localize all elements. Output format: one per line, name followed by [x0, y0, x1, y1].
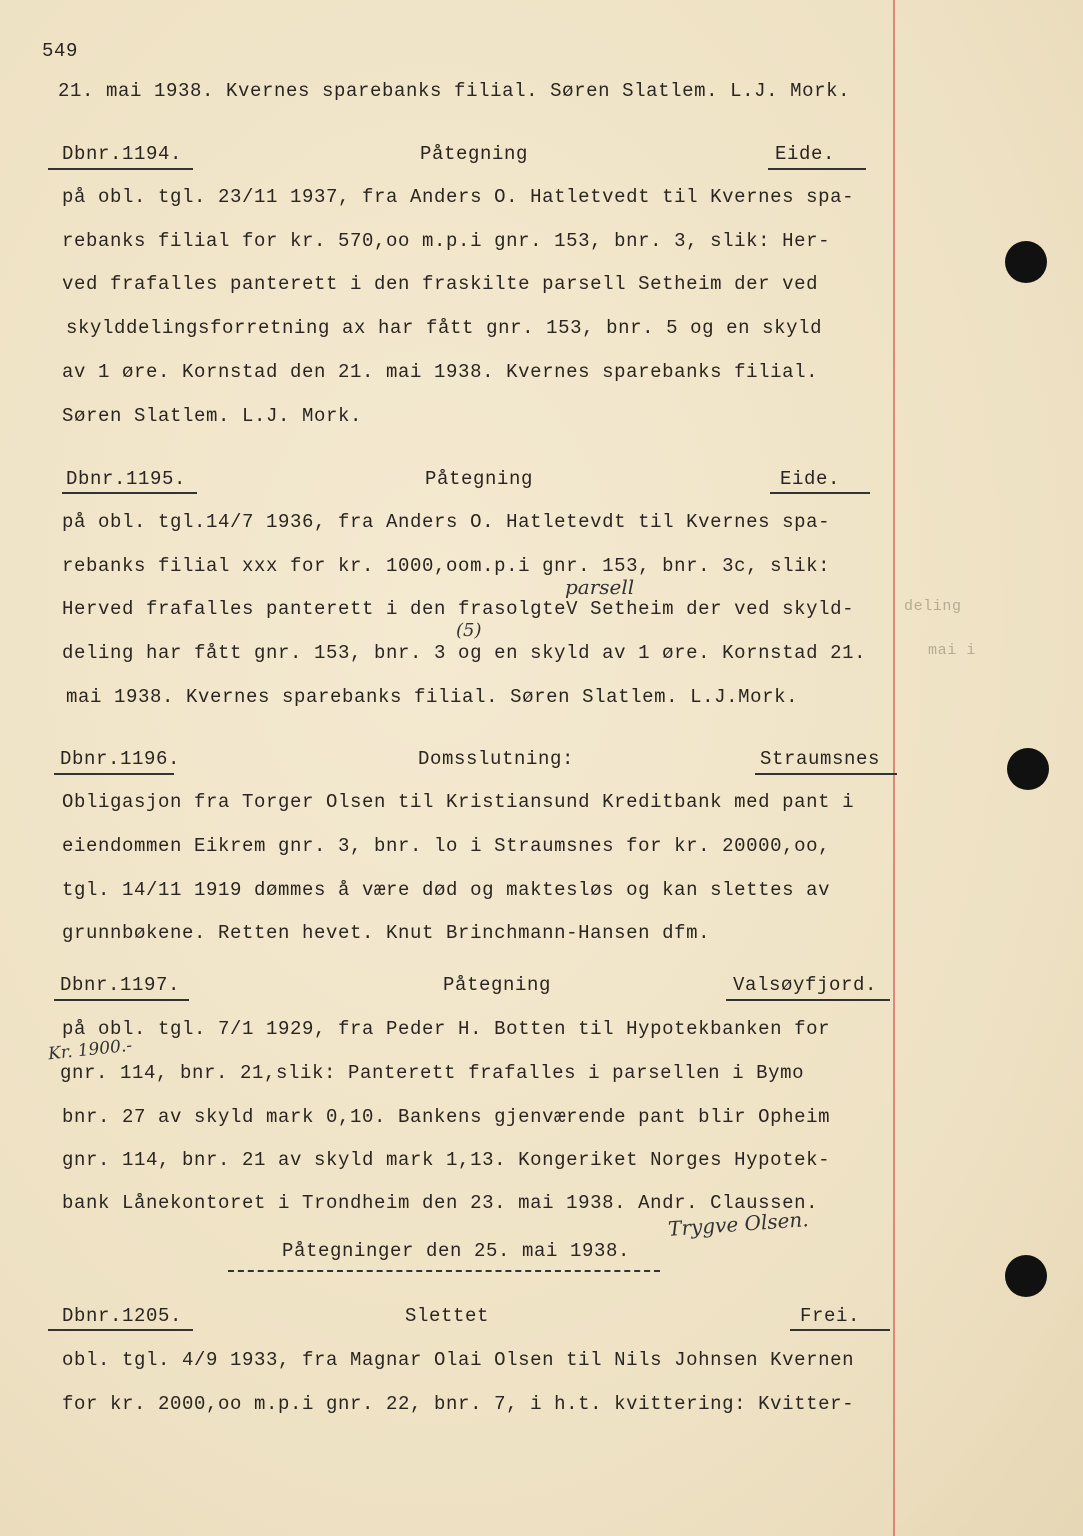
- entry-place: Eide.: [780, 468, 841, 490]
- handwritten-signature: Trygve Olsen.: [667, 1207, 810, 1241]
- entry-text-line: på obl. tgl. 23/11 1937, fra Anders O. Hatletvedt til Kvernes spa-: [62, 186, 855, 208]
- entry-text-line: gnr. 114, bnr. 21 av skyld mark 1,13. Kongeriket Norges Hypotek-: [62, 1149, 831, 1171]
- punch-hole: [1005, 1255, 1047, 1297]
- page-number: 549: [42, 40, 79, 62]
- faint-overflow-text: mai i: [928, 642, 977, 659]
- entry-text-line: på obl. tgl.14/7 1936, fra Anders O. Hatletevdt til Kvernes spa-: [62, 511, 831, 533]
- entry-place: Valsøyfjord.: [733, 974, 878, 996]
- entry-place: Eide.: [775, 143, 836, 165]
- entry-text-line: av 1 øre. Kornstad den 21. mai 1938. Kvernes sparebanks filial.: [62, 361, 819, 383]
- entry-text-line: eiendommen Eikrem gnr. 3, bnr. lo i Straumsnes for kr. 20000,oo,: [62, 835, 831, 857]
- entry-type: Påtegning: [425, 468, 534, 490]
- entry-text-line: rebanks filial for kr. 570,oo m.p.i gnr. 153, bnr. 3, slik: Her-: [62, 230, 831, 252]
- faint-overflow-text: deling: [904, 598, 962, 615]
- entry-text-line: Herved frafalles panterett i den frasolgteV Setheim der ved skyld-: [62, 598, 855, 620]
- entry-text-line: tgl. 14/11 1919 dømmes å være død og maktesløs og kan slettes av: [62, 879, 831, 901]
- entry-text-line: grunnbøkene. Retten hevet. Knut Brinchmann-Hansen dfm.: [62, 922, 711, 944]
- entry-text-line: Søren Slatlem. L.J. Mork.: [62, 405, 363, 427]
- entry-text-line: for kr. 2000,oo m.p.i gnr. 22, bnr. 7, i h.t. kvittering: Kvitter-: [62, 1393, 855, 1415]
- entry-type: Påtegning: [420, 143, 529, 165]
- section-heading: Påtegninger den 25. mai 1938.: [282, 1240, 631, 1262]
- entry-number: Dbnr.1197.: [60, 974, 181, 996]
- entry-text-line: rebanks filial xxx for kr. 1000,oom.p.i gnr. 153, bnr. 3c, slik:: [62, 555, 831, 577]
- punch-hole: [1005, 241, 1047, 283]
- entry-text-line: gnr. 114, bnr. 21,slik: Panterett frafalles i parsellen i Bymo: [60, 1062, 805, 1084]
- entry-text-line: bnr. 27 av skyld mark 0,10. Bankens gjenværende pant blir Opheim: [62, 1106, 831, 1128]
- entry-text-line: deling har fått gnr. 153, bnr. 3 og en skyld av 1 øre. Kornstad 21.: [62, 642, 867, 664]
- punch-hole: [1007, 748, 1049, 790]
- entry-place: Straumsnes: [760, 748, 881, 770]
- entry-text-line: Obligasjon fra Torger Olsen til Kristiansund Kreditbank med pant i: [62, 791, 855, 813]
- handwritten-note: parsell: [565, 575, 635, 599]
- entry-number: Dbnr.1196.: [60, 748, 181, 770]
- entry-text-line: skylddelingsforretning ax har fått gnr. 153, bnr. 5 og en skyld: [66, 317, 823, 339]
- entry-text-line: ved frafalles panterett i den fraskilte parsell Setheim der ved: [62, 273, 819, 295]
- header-line: 21. mai 1938. Kvernes sparebanks filial. Søren Slatlem. L.J. Mork.: [58, 80, 851, 102]
- entry-place: Frei.: [800, 1305, 861, 1327]
- entry-type: Slettet: [405, 1305, 490, 1327]
- entry-text-line: på obl. tgl. 7/1 1929, fra Peder H. Botten til Hypotekbanken for: [62, 1018, 831, 1040]
- entry-text-line: mai 1938. Kvernes sparebanks filial. Søren Slatlem. L.J.Mork.: [66, 686, 799, 708]
- entry-number: Dbnr.1194.: [62, 143, 183, 165]
- entry-type: Påtegning: [443, 974, 552, 996]
- handwritten-note: (5): [456, 620, 482, 641]
- red-margin-line: [893, 0, 895, 1536]
- entry-type: Domsslutning:: [418, 748, 575, 770]
- entry-number: Dbnr.1195.: [66, 468, 187, 490]
- entry-number: Dbnr.1205.: [62, 1305, 183, 1327]
- dashed-divider: [228, 1270, 660, 1272]
- handwritten-note: Kr. 1900.-: [47, 1035, 134, 1065]
- entry-text-line: obl. tgl. 4/9 1933, fra Magnar Olai Olsen til Nils Johnsen Kvernen: [62, 1349, 855, 1371]
- entry-text-line: bank Lånekontoret i Trondheim den 23. mai 1938. Andr. Claussen.: [62, 1192, 819, 1214]
